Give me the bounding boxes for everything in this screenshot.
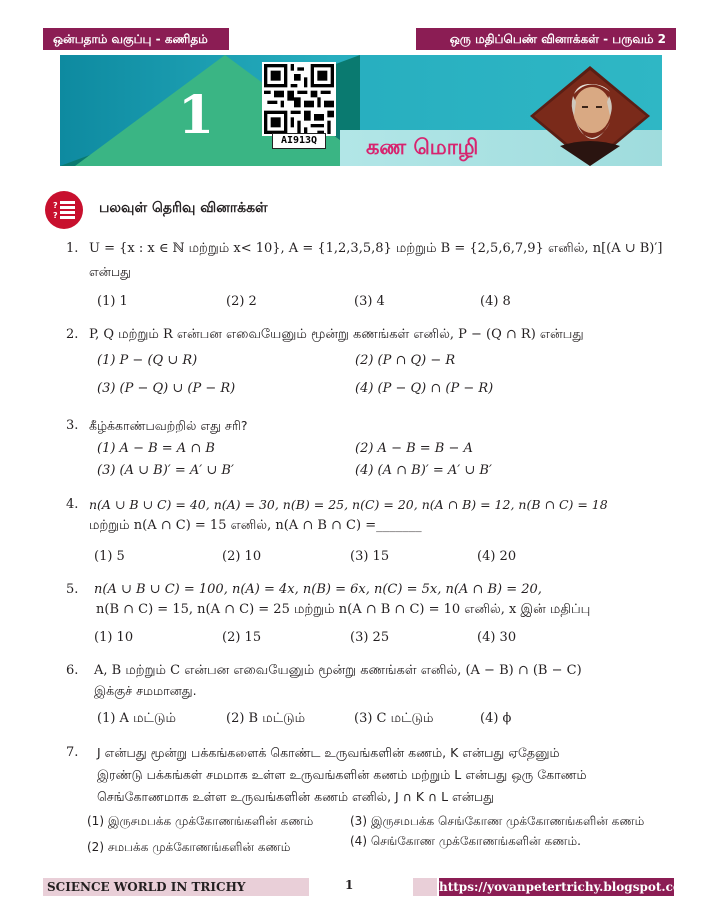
qr-code-icon[interactable]: [262, 62, 336, 136]
footer-accent-bar: [413, 878, 437, 896]
question-7-line-2: இரண்டு பக்கங்கள் சமமாக உள்ள உருவங்களின் கணம் மற்றும் L என்பது ஒரு கோணம்: [97, 767, 587, 782]
footer-publisher: SCIENCE WORLD IN TRICHY: [43, 878, 309, 896]
question-1-option-1[interactable]: (1) 1: [97, 294, 128, 309]
question-2-option-3[interactable]: (3) (P − Q) ∪ (P − R): [97, 381, 236, 396]
question-3-option-1[interactable]: (1) A − B = A ∩ B: [97, 441, 215, 456]
question-2-option-1[interactable]: (1) P − (Q ∪ R): [97, 353, 198, 368]
question-5-option-1[interactable]: (1) 10: [94, 630, 134, 645]
question-4-line-1: n(A ∪ B ∪ C) = 40, n(A) = 30, n(B) = 25, n(C) = 20, n(A ∩ B) = 12, n(B ∩ C) = 18: [89, 497, 608, 512]
question-3-option-2[interactable]: (2) A − B = B − A: [355, 441, 473, 456]
question-1-option-3[interactable]: (3) 4: [354, 294, 385, 309]
svg-text:?: ?: [53, 201, 58, 210]
question-1-option-2[interactable]: (2) 2: [226, 294, 257, 309]
question-2-option-2[interactable]: (2) (P ∩ Q) − R: [355, 353, 456, 368]
header-exam-type: ஒரு மதிப்பெண் வினாக்கள் - பருவம் 2: [416, 28, 676, 50]
question-3-option-3[interactable]: (3) (A ∪ B)′ = A′ ∪ B′: [97, 463, 234, 478]
question-4-option-1[interactable]: (1) 5: [94, 549, 125, 564]
question-6-option-1[interactable]: (1) A மட்டும்: [97, 711, 176, 726]
question-1-line-1: U = {x : x ∈ ℕ மற்றும் x< 10}, A = {1,2,3,5,8} மற்றும் B = {2,5,6,7,9} எனில், n[(A ∪ B)′]: [89, 241, 663, 256]
question-7-option-3[interactable]: (3) இருசமபக்க செங்கோண முக்கோணங்களின் கணம்: [350, 814, 645, 828]
question-5-option-3[interactable]: (3) 25: [350, 630, 390, 645]
section-title: பலவுள் தெரிவு வினாக்கள்: [99, 200, 268, 216]
question-4-option-4[interactable]: (4) 20: [477, 549, 517, 564]
question-6-line-1: A, B மற்றும் C என்பன எவையேனும் மூன்று கணங்கள் எனில், (A − B) ∩ (B − C): [94, 663, 582, 678]
question-3-line-1: கீழ்க்காண்பவற்றில் எது சரி?: [89, 418, 248, 433]
question-5-line-1: n(A ∪ B ∪ C) = 100, n(A) = 4x, n(B) = 6x, n(C) = 5x, n(A ∩ B) = 20,: [94, 582, 542, 597]
question-7-line-3: செங்கோணமாக உள்ள உருவங்களின் கணம் எனில், J ∩ K ∩ L என்பது: [97, 789, 495, 804]
question-number: 3.: [66, 418, 79, 433]
chapter-title: கண மொழி: [366, 135, 479, 159]
question-number: 4.: [66, 497, 79, 512]
question-6-option-3[interactable]: (3) C மட்டும்: [354, 711, 434, 726]
chapter-number: 1: [178, 85, 215, 146]
question-5-option-4[interactable]: (4) 30: [477, 630, 517, 645]
footer-website-link[interactable]: https://yovanpetertrichy.blogspot.com: [439, 880, 694, 894]
question-7-option-1[interactable]: (1) இருசமபக்க முக்கோணங்களின் கணம்: [87, 814, 314, 828]
question-2-line-1: P, Q மற்றும் R என்பன எவையேனும் மூன்று கணங்கள் எனில், P − (Q ∩ R) என்பது: [89, 327, 584, 342]
question-7-option-2[interactable]: (2) சமபக்க முக்கோணங்களின் கணம்: [87, 840, 291, 854]
question-4-option-3[interactable]: (3) 15: [350, 549, 390, 564]
question-number: 2.: [66, 327, 79, 342]
multiple-choice-icon: [45, 191, 83, 229]
question-number: 7.: [66, 745, 79, 760]
question-4-option-2[interactable]: (2) 10: [222, 549, 262, 564]
qr-code-label: AI913Q: [272, 133, 326, 149]
question-4-line-2: மற்றும் n(A ∩ C) = 15 எனில், n(A ∩ B ∩ C) =_______: [89, 518, 422, 533]
header-class-subject: ஒன்பதாம் வகுப்பு - கணிதம்: [43, 28, 229, 50]
question-5-line-2: n(B ∩ C) = 15, n(A ∩ C) = 25 மற்றும் n(A ∩ B ∩ C) = 10 எனில், x இன் மதிப்பு: [96, 602, 591, 617]
svg-text:?: ?: [53, 211, 58, 220]
question-5-option-2[interactable]: (2) 15: [222, 630, 262, 645]
question-3-option-4[interactable]: (4) (A ∩ B)′ = A′ ∪ B′: [355, 463, 492, 478]
page-number: 1: [345, 878, 354, 892]
question-6-line-2: இக்குச் சமமானது.: [94, 683, 197, 698]
question-number: 5.: [66, 582, 79, 597]
mathematician-portrait: [530, 66, 650, 166]
question-number: 1.: [66, 241, 79, 256]
question-6-option-2[interactable]: (2) B மட்டும்: [226, 711, 306, 726]
question-number: 6.: [66, 663, 79, 678]
question-2-option-4[interactable]: (4) (P − Q) ∩ (P − R): [355, 381, 494, 396]
question-1-option-4[interactable]: (4) 8: [480, 294, 511, 309]
question-1-line-2: என்பது: [89, 264, 132, 279]
question-7-option-4[interactable]: (4) செங்கோண முக்கோணங்களின் கணம்.: [350, 834, 581, 848]
question-6-option-4[interactable]: (4) ϕ: [480, 711, 512, 726]
question-7-line-1: J என்பது மூன்று பக்கங்களைக் கொண்ட உருவங்களின் கணம், K என்பது ஏதேனும்: [97, 745, 560, 760]
